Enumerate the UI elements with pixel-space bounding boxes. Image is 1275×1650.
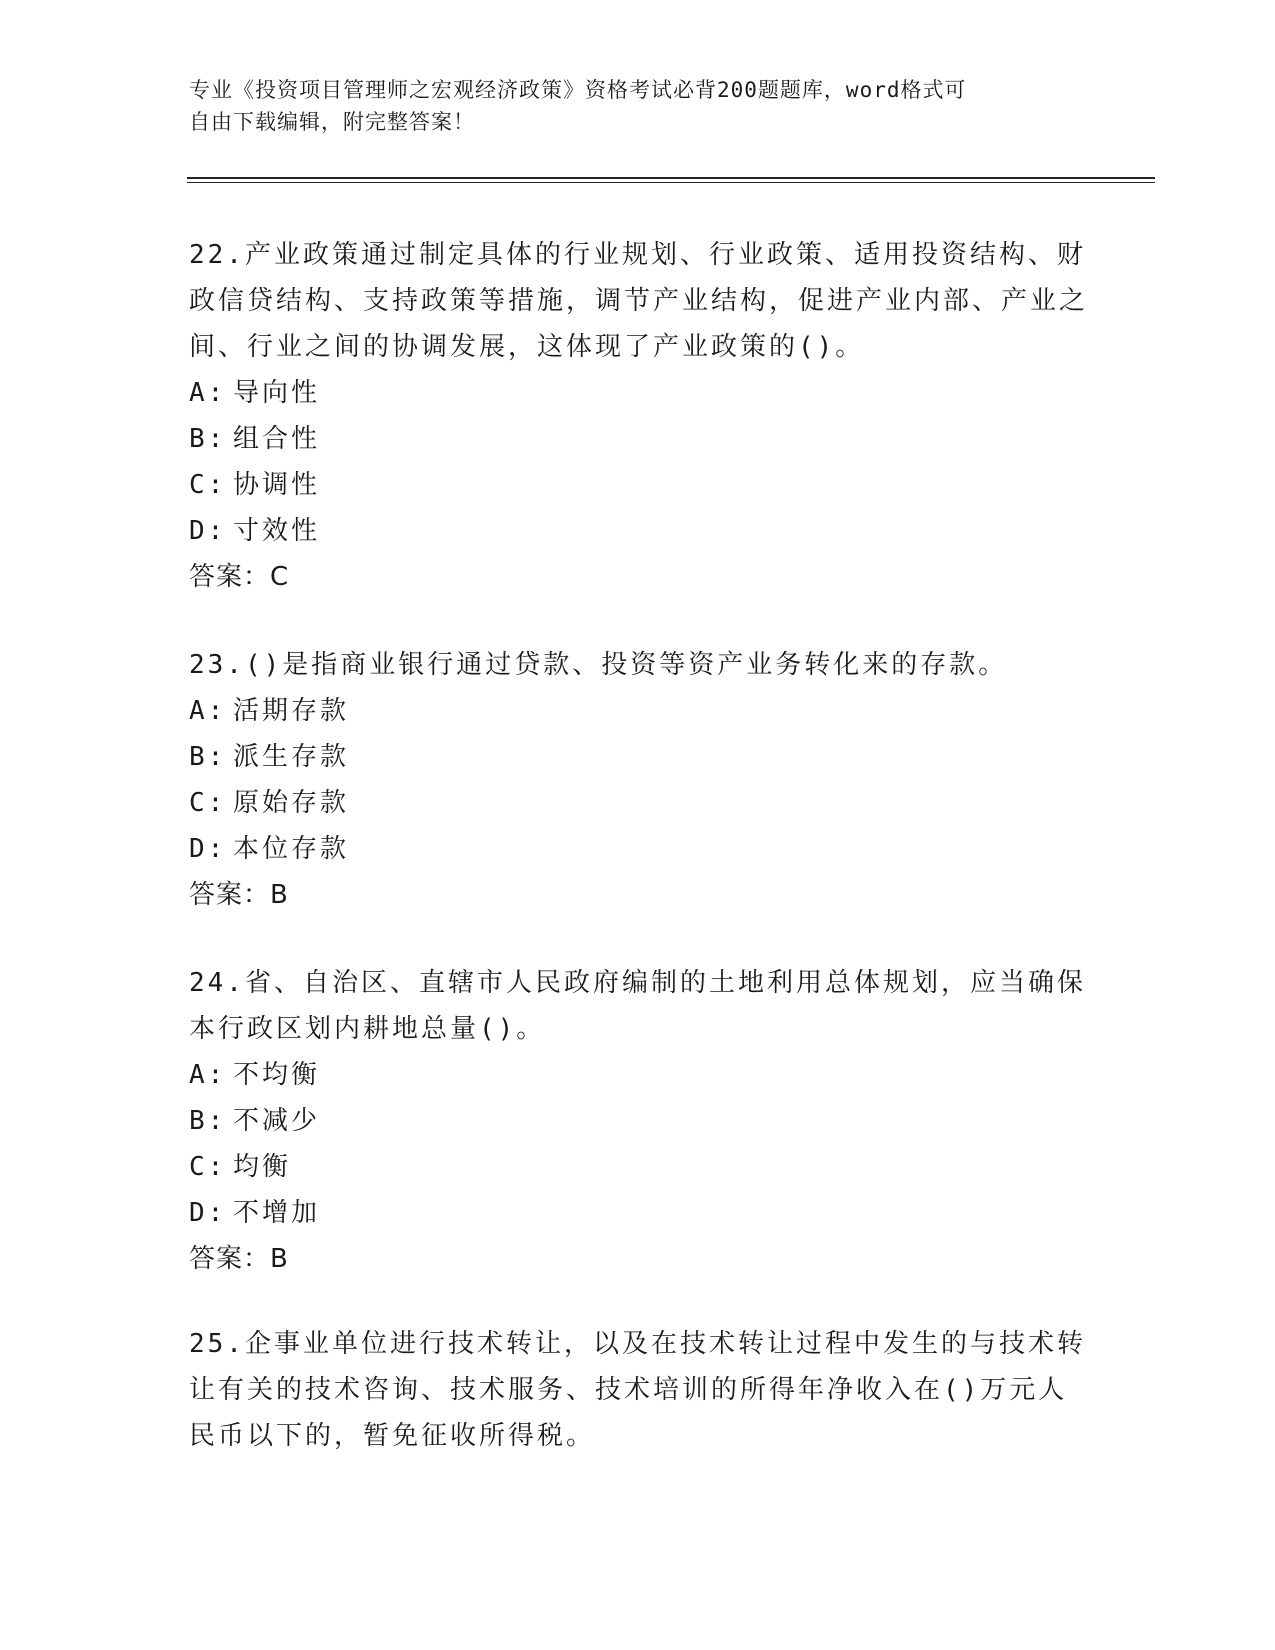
option-letter: A:	[189, 378, 227, 408]
option-letter: D:	[189, 516, 227, 546]
option-text: 均衡	[233, 1152, 292, 1182]
header-divider-thick	[187, 177, 1155, 179]
option-a	[189, 370, 1089, 416]
question-text: 24.省、自治区、直辖市人民政府编制的土地利用总体规划，应当确保本行政区划内耕地总量()。	[189, 968, 1086, 1044]
question-text: 25.企事业单位进行技术转让，以及在技术转让过程中发生的与技术转让有关的技术咨询、技术服务、技术培训的所得年净收入在()万元人民币以下的，暂免征收所得税。	[189, 1329, 1086, 1451]
answer: 答案：B	[189, 1244, 289, 1274]
option-letter: A:	[189, 696, 227, 726]
option-text: 导向性	[233, 378, 321, 408]
option-letter: B:	[189, 424, 227, 454]
option-a	[189, 1052, 1089, 1098]
question-text: 22.产业政策通过制定具体的行业规划、行业政策、适用投资结构、财政信贷结构、支持政策等措施，调节产业结构，促进产业内部、产业之间、行业之间的协调发展，这体现了产业政策的()。	[189, 240, 1089, 362]
header-line-1: 专业《投资项目管理师之宏观经济政策》资格考试必背200题题库，word格式可	[189, 78, 967, 102]
option-b	[189, 416, 1089, 462]
option-d	[189, 508, 1089, 554]
answer: 答案：C	[189, 562, 290, 592]
option-text: 派生存款	[233, 742, 350, 772]
option-text: 不减少	[233, 1106, 321, 1136]
option-c	[189, 1144, 1089, 1190]
option-text: 本位存款	[233, 834, 350, 864]
question-22	[189, 232, 1089, 600]
option-letter: C:	[189, 1152, 227, 1182]
option-text: 原始存款	[233, 788, 350, 818]
option-d	[189, 1190, 1089, 1236]
answer: 答案：B	[189, 880, 289, 910]
option-letter: D:	[189, 834, 227, 864]
option-letter: B:	[189, 1106, 227, 1136]
option-b	[189, 734, 1089, 780]
header-divider-thin	[187, 182, 1155, 183]
question-24	[189, 960, 1089, 1282]
option-letter: A:	[189, 1060, 227, 1090]
question-25	[189, 1321, 1089, 1459]
option-d	[189, 826, 1089, 872]
option-c	[189, 780, 1089, 826]
header-line-2: 自由下载编辑，附完整答案！	[189, 110, 475, 134]
option-b	[189, 1098, 1089, 1144]
question-text: 23.()是指商业银行通过贷款、投资等资产业务转化来的存款。	[189, 650, 1008, 680]
option-letter: C:	[189, 788, 227, 818]
option-letter: B:	[189, 742, 227, 772]
option-text: 协调性	[233, 470, 321, 500]
option-c	[189, 462, 1089, 508]
question-23	[189, 642, 1089, 918]
option-text: 寸效性	[233, 516, 321, 546]
option-letter: C:	[189, 470, 227, 500]
option-text: 不增加	[233, 1198, 321, 1228]
option-text: 活期存款	[233, 696, 350, 726]
option-a	[189, 688, 1089, 734]
option-letter: D:	[189, 1198, 227, 1228]
option-text: 组合性	[233, 424, 321, 454]
option-text: 不均衡	[233, 1060, 321, 1090]
document-header	[189, 74, 1089, 138]
